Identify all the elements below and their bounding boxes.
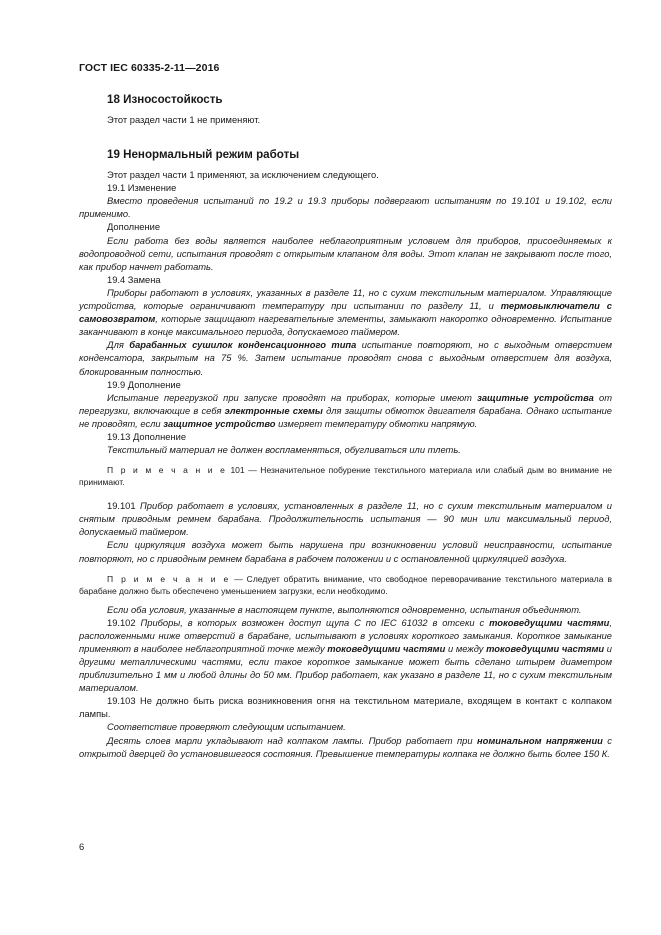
clause-19-13-label: 19.13 Дополнение [107,431,187,442]
page-number: 6 [79,842,85,852]
section-18-title: 18 Износостойкость [107,93,223,106]
document-header: ГОСТ IEC 60335-2-11—2016 [79,62,220,74]
clause-19-1-addition-text: Если работа без воды является наиболее неблагоприятным условием для приборов, присоединяемых к водопроводной сети, испытания проводят с открытым клапаном для воды. Этот клапан не закрывают после того, как прибор начнет работать. [79,235,612,272]
section-18-text: Этот раздел части 1 не применяют. [107,115,261,125]
term-thermal-cutouts: термовыключатели с самовозвратом [79,301,612,325]
clause-19-103-compliance: Соответствие проверяют следующим испытанием. [107,722,346,733]
clause-19-13-text: Текстильный материал не должен воспламеняться, обугливаться или тлеть. [107,445,461,456]
section-19-title: 19 Ненормальный режим работы [107,148,300,162]
clause-19-4-paragraph-2: Для барабанных сушилок конденсационного типа испытание повторяют, но с выходным отверстием конденсатора, закрытым на 75 %. Затем испытание проводят снова с выходным отверстием для воздуха, блокированным полностью. [79,340,612,377]
clause-19-1-label: 19.1 Изменение [107,183,177,194]
document-body [79,92,612,761]
clause-19-9-label: 19.9 Дополнение [107,379,181,390]
clause-19-1-addition-label: Дополнение [107,222,161,233]
clause-19-102-text: 19.102 Приборы, в которых возможен доступ щупа С по IEC 61032 в отсеки с токоведущими частями, расположенными ниже отверстий в барабане, испытывают в условиях короткого замыкания. Короткое замыкание применяют в наиболее неблагоприятной точке между токоведущими частями и между токоведущими частями и другими металлическими частями, если такое короткое замыкание может быть сделано штырем диаметром приблизительно 1 мм и любой длины до 50 мм. Прибор работает, как указано в разделе 11, но с сухим текстильным материалом. [79,617,613,694]
clause-19-9-text: Испытание перегрузкой при запуске проводят на приборах, которые имеют защитные устройства от перегрузки, включающие в себя электронные схемы для защиты обмоток двигателя барабана. Однако испытание не проводят, если защитное устройство измеряет температуру обмотки напрямую. [79,392,613,429]
clause-19-103-text: 19.103 Не должно быть риска возникновения огня на текстильном материале, входящем в контакт с колпаком лампы. [79,696,612,720]
clause-19-13-note: П р и м е ч а н и е 101 — Незначительное побурение текстильного материала или слабый дым во внимание не принимают. [79,465,612,488]
clause-19-4-paragraph-1: Приборы работают в условиях, указанных в разделе 11, но с сухим текстильным материалом. Управляющие устройства, которые ограничивают температуру при испытании по разделу 11, и термовыключатели с самовозвратом, которые защищают нагревательные элементы, замыкают накоротко одновременно. Испытание заканчивают в конце максимального периода, допускаемого таймером. [79,287,612,338]
clause-19-1-text: Вместо проведения испытаний по 19.2 и 19.3 приборы подвергают испытаниям по 19.101 и 19.102, если применимо. [79,196,612,220]
clause-19-4-label: 19.4 Замена [107,274,161,285]
clause-19-101-text: 19.101 Прибор работает в условиях, установленных в разделе 11, но с сухим текстильным материалом и снятым приводным ремнем барабана. Продолжительность испытания — 90 мин или максимальный период, допускаемый таймером. [79,501,612,538]
clause-19-103-test-description: Десять слоев марли укладывают над колпаком лампы. Прибор работает при номинальном напряжении с открытой дверцей до установившегося состояния. Превышение температуры колпака не должно быть более 150 К. [79,735,612,759]
clause-19-101-paragraph-2: Если циркуляция воздуха может быть нарушена при возникновении условий неисправности, испытание повторяют, но с приводным ремнем барабана в рабочем положении и с остановленной циркуляцией воздуха. [79,540,612,564]
clause-19-101-note: П р и м е ч а н и е — Следует обратить внимание, что свободное переворачивание текстильного материала в барабане должно быть обеспечено уменьшением загрузки, если необходимо. [79,573,612,596]
term-condenser-dryers: барабанных сушилок конденсационного типа [129,340,357,351]
section-19-intro: Этот раздел части 1 применяют, за исключением следующего. [107,170,379,181]
clause-19-101-paragraph-3: Если оба условия, указанные в настоящем пункте, выполняются одновременно, испытания объединяют. [107,604,582,615]
